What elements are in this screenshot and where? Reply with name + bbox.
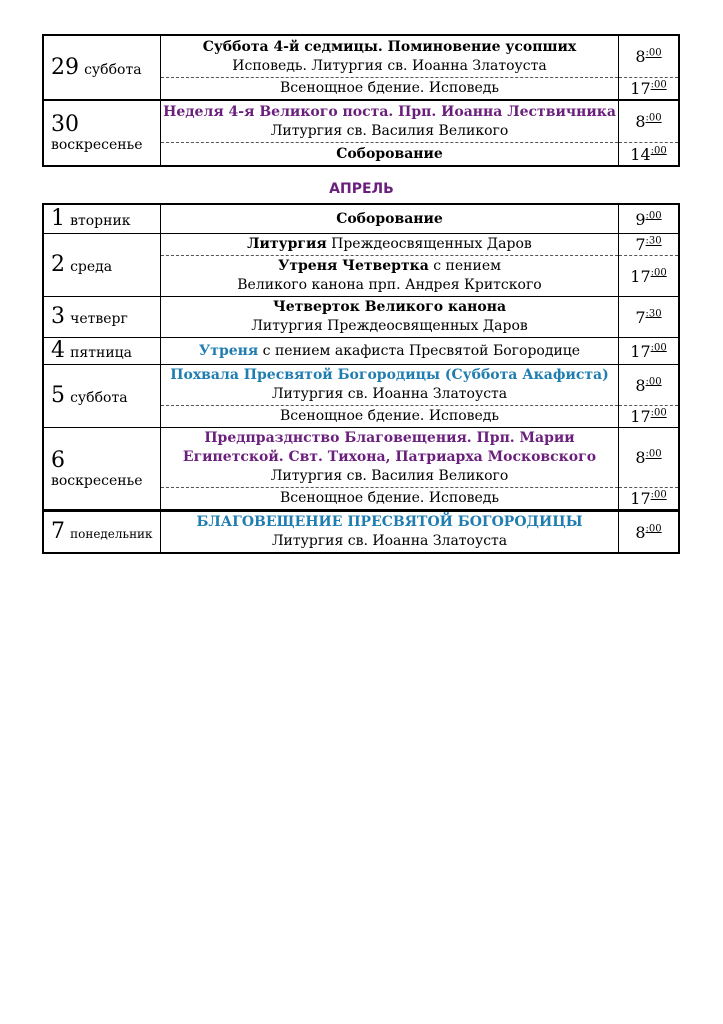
time-cell [619, 143, 680, 167]
day-number: 5 [51, 383, 65, 408]
event-title: Утреня Четвертка [277, 258, 429, 274]
time-minutes: :00 [645, 523, 662, 535]
time-cell [619, 365, 680, 406]
time-cell [619, 100, 680, 143]
time-cell [619, 35, 680, 78]
time-minutes: :30 [645, 308, 662, 320]
time-cell [619, 256, 680, 297]
event-cell [161, 428, 619, 488]
day-number: 2 [51, 252, 65, 277]
event-cell [161, 204, 619, 234]
day-name: воскресенье [51, 137, 143, 153]
time-hour: 7 [635, 307, 646, 327]
time-hour: 8 [635, 448, 646, 467]
day-number: 7 [51, 519, 65, 544]
time-cell [619, 78, 680, 101]
day-cell [43, 365, 161, 428]
time-cell [619, 204, 680, 234]
event-cell [161, 256, 619, 297]
event-text: Литургия св. Василия Великого [270, 468, 509, 484]
day-name: среда [70, 259, 113, 275]
event-text: Литургия Преждеосвященных Даров [251, 318, 528, 334]
event-text: Всенощное бдение. Исповедь [279, 80, 500, 96]
event-cell [161, 488, 619, 511]
time-hour: 8 [635, 522, 646, 542]
time-minutes: :00 [645, 210, 662, 222]
day-cell [43, 511, 161, 554]
time-hour: 17 [630, 407, 651, 426]
event-title: Суббота 4-й седмицы. Поминовение усопших [202, 38, 577, 55]
event-cell [161, 143, 619, 167]
day-cell [43, 35, 161, 100]
event-cell [161, 406, 619, 428]
event-text: с пением [428, 258, 502, 274]
event-cell [161, 234, 619, 256]
event-text: Соборование [336, 145, 443, 162]
day-name: вторник [70, 213, 131, 229]
time-hour: 17 [630, 79, 651, 98]
day-cell [43, 234, 161, 297]
event-cell [161, 338, 619, 365]
event-title: БЛАГОВЕЩЕНИЕ ПРЕСВЯТОЙ БОГОРОДИЦЫ [196, 514, 583, 530]
time-minutes: :00 [650, 79, 667, 91]
day-name: суббота [70, 390, 128, 406]
event-text: Преждеосвященных Даров [326, 236, 532, 252]
event-cell [161, 100, 619, 143]
event-text: Исповедь. Литургия св. Иоанна Златоуста [232, 57, 547, 74]
table-row [43, 100, 679, 143]
time-hour: 17 [630, 341, 651, 361]
time-minutes: :00 [645, 448, 662, 460]
time-minutes: :00 [645, 376, 662, 388]
time-cell [619, 428, 680, 488]
day-cell [43, 338, 161, 365]
table-row [43, 338, 679, 365]
event-title: Похвала Пресвятой Богородицы (Суббота Акафиста) [170, 367, 609, 383]
time-cell [619, 406, 680, 428]
event-text: Литургия св. Василия Великого [270, 122, 509, 139]
event-text: Литургия св. Иоанна Златоуста [271, 386, 508, 402]
time-hour: 7 [635, 235, 646, 254]
time-hour: 14 [630, 144, 651, 164]
event-title: Литургия [247, 236, 327, 252]
day-number: 1 [51, 206, 65, 231]
day-number: 30 [51, 112, 79, 137]
time-hour: 17 [630, 266, 651, 286]
day-name: четверг [70, 311, 128, 327]
event-cell [161, 297, 619, 338]
time-minutes: :00 [650, 342, 667, 354]
table-row [43, 204, 679, 234]
table-row [43, 234, 679, 256]
event-title: Соборование [336, 210, 443, 227]
day-cell [43, 428, 161, 511]
day-name: понедельник [70, 527, 153, 541]
time-minutes: :00 [650, 145, 667, 157]
event-title: Утреня [198, 342, 259, 359]
day-name: пятница [70, 345, 133, 361]
table-row [43, 511, 679, 554]
event-cell [161, 78, 619, 101]
time-cell [619, 511, 680, 554]
day-number: 4 [51, 338, 65, 363]
time-cell [619, 338, 680, 365]
time-minutes: :30 [645, 235, 662, 247]
time-hour: 8 [635, 112, 646, 131]
event-text: Всенощное бдение. Исповедь [279, 408, 500, 424]
event-title: Четверток Великого канона [272, 299, 507, 315]
time-hour: 8 [635, 47, 646, 66]
time-minutes: :00 [650, 267, 667, 279]
time-cell [619, 297, 680, 338]
time-hour: 8 [635, 375, 646, 395]
event-text: Литургия св. Иоанна Златоуста [271, 533, 508, 549]
event-cell [161, 511, 619, 554]
event-cell [161, 365, 619, 406]
day-number: 3 [51, 304, 65, 329]
event-title: Египетской. Свт. Тихона, Патриарха Московского [182, 449, 597, 465]
table-row [43, 428, 679, 488]
month-title: АПРЕЛЬ [329, 181, 394, 197]
table-row [43, 35, 679, 78]
table-row [43, 297, 679, 338]
event-text: с пением акафиста Пресвятой Богородице [258, 342, 581, 359]
time-minutes: :00 [645, 112, 662, 124]
day-name: суббота [84, 61, 142, 78]
event-title: Неделя 4-я Великого поста. Прп. Иоанна Лествичника [163, 103, 616, 120]
event-cell [161, 35, 619, 78]
time-minutes: :00 [645, 47, 662, 59]
event-text: Великого канона прп. Андрея Критского [237, 277, 542, 293]
time-hour: 17 [630, 489, 651, 508]
day-cell [43, 297, 161, 338]
day-cell [43, 204, 161, 234]
day-number: 6 [51, 447, 65, 473]
event-text: Всенощное бдение. Исповедь [279, 490, 500, 506]
event-title: Предпразднство Благовещения. Прп. Марии [204, 430, 575, 446]
day-cell [43, 100, 161, 166]
time-minutes: :00 [650, 489, 667, 501]
day-number: 29 [51, 54, 79, 80]
time-hour: 9 [635, 209, 646, 229]
schedule-table-march [42, 34, 680, 167]
time-cell [619, 234, 680, 256]
time-cell [619, 488, 680, 511]
schedule-table-april [42, 203, 680, 554]
day-name: воскресенье [51, 472, 143, 489]
time-minutes: :00 [650, 407, 667, 419]
table-row [43, 365, 679, 406]
